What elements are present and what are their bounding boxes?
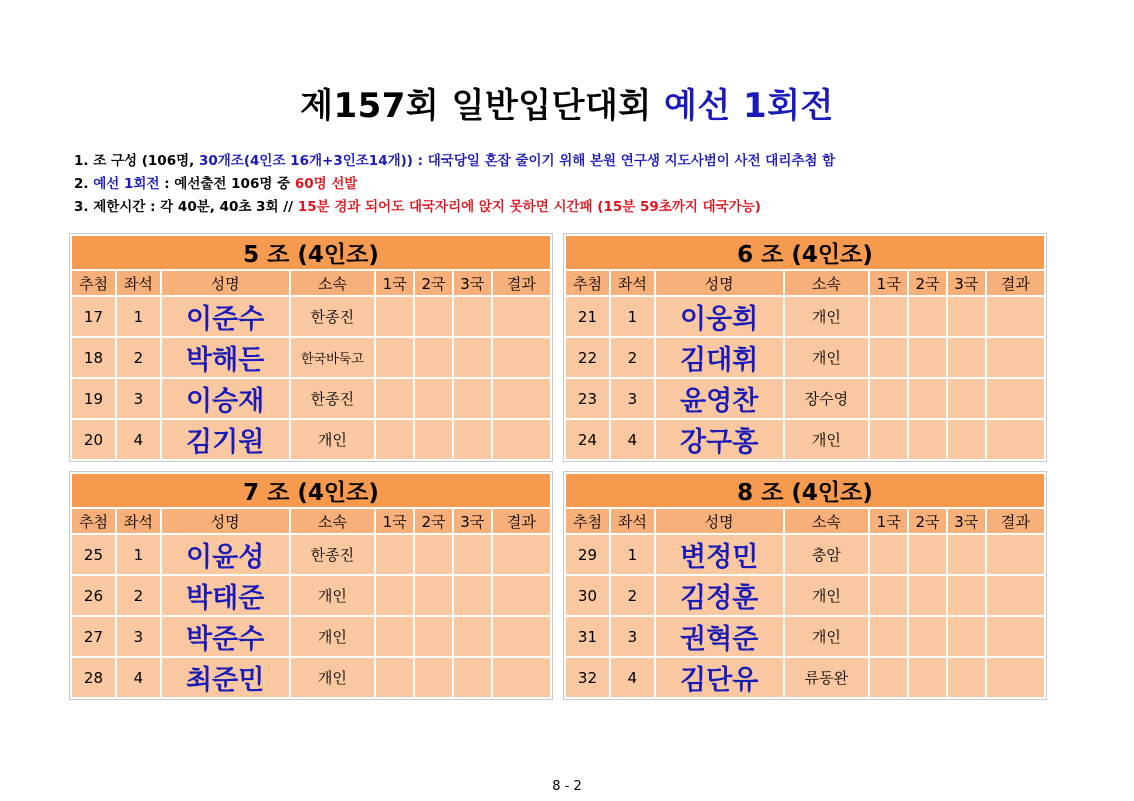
table-row bbox=[72, 420, 550, 459]
note-2-prefix: 2. bbox=[74, 176, 94, 192]
affiliation: 개인 bbox=[291, 617, 375, 656]
player-name: 권혁준 bbox=[656, 617, 783, 656]
game-3-cell bbox=[454, 338, 491, 377]
result-cell bbox=[987, 297, 1044, 336]
seat-number: 4 bbox=[117, 420, 160, 459]
header-col-draw: 추첨 bbox=[72, 271, 115, 295]
table-row bbox=[566, 576, 1044, 615]
game-1-cell bbox=[376, 576, 413, 615]
group-title: 6 조 (4인조) bbox=[566, 236, 1044, 269]
player-name: 이웅희 bbox=[656, 297, 783, 336]
group-table-8 bbox=[563, 471, 1047, 700]
header-col-game2: 2국 bbox=[415, 271, 452, 295]
player-name: 박준수 bbox=[162, 617, 289, 656]
header-col-draw: 추첨 bbox=[566, 509, 609, 533]
game-2-cell bbox=[909, 617, 946, 656]
table-row bbox=[72, 535, 550, 574]
game-1-cell bbox=[870, 338, 907, 377]
game-3-cell bbox=[454, 379, 491, 418]
notes bbox=[74, 150, 835, 219]
game-3-cell bbox=[454, 535, 491, 574]
title-highlight: 예선 1회전 bbox=[664, 86, 834, 126]
game-1-cell bbox=[376, 535, 413, 574]
game-3-cell bbox=[454, 297, 491, 336]
game-3-cell bbox=[948, 535, 985, 574]
header-col-seat: 좌석 bbox=[117, 509, 160, 533]
draw-number: 27 bbox=[72, 617, 115, 656]
header-col-game2: 2국 bbox=[909, 271, 946, 295]
game-3-cell bbox=[948, 379, 985, 418]
note-2-highlight: 예선 1회전 bbox=[93, 176, 160, 192]
player-name: 강구홍 bbox=[656, 420, 783, 459]
header-col-draw: 추첨 bbox=[566, 271, 609, 295]
result-cell bbox=[493, 658, 550, 697]
header-col-result: 결과 bbox=[987, 509, 1044, 533]
note-3-text: 3. 제한시간 : 각 40분, 40초 3회 // bbox=[74, 199, 298, 215]
draw-number: 32 bbox=[566, 658, 609, 697]
draw-number: 31 bbox=[566, 617, 609, 656]
player-name: 김단유 bbox=[656, 658, 783, 697]
seat-number: 2 bbox=[117, 576, 160, 615]
game-1-cell bbox=[870, 379, 907, 418]
header-col-name: 성명 bbox=[162, 271, 289, 295]
affiliation: 개인 bbox=[291, 420, 375, 459]
draw-number: 24 bbox=[566, 420, 609, 459]
affiliation: 장수영 bbox=[785, 379, 869, 418]
group-title: 5 조 (4인조) bbox=[72, 236, 550, 269]
game-1-cell bbox=[870, 297, 907, 336]
seat-number: 1 bbox=[117, 535, 160, 574]
affiliation: 한종진 bbox=[291, 297, 375, 336]
header-col-name: 성명 bbox=[656, 271, 783, 295]
affiliation: 한국바둑고 bbox=[291, 338, 375, 377]
result-cell bbox=[987, 617, 1044, 656]
table-row bbox=[72, 658, 550, 697]
seat-number: 3 bbox=[611, 617, 654, 656]
seat-number: 2 bbox=[611, 576, 654, 615]
seat-number: 3 bbox=[117, 379, 160, 418]
affiliation: 개인 bbox=[785, 338, 869, 377]
table-row bbox=[566, 297, 1044, 336]
draw-number: 19 bbox=[72, 379, 115, 418]
header-col-result: 결과 bbox=[987, 271, 1044, 295]
header-col-aff: 소속 bbox=[785, 509, 869, 533]
game-1-cell bbox=[376, 658, 413, 697]
group-title: 8 조 (4인조) bbox=[566, 474, 1044, 507]
note-1-text: 1. 조 구성 (106명, bbox=[74, 153, 199, 169]
note-3-emphasis: 15분 경과 되어도 대국자리에 앉지 못하면 시간패 (15분 59초까지 대국가능) bbox=[297, 199, 761, 215]
seat-number: 4 bbox=[611, 658, 654, 697]
player-name: 이준수 bbox=[162, 297, 289, 336]
game-2-cell bbox=[415, 420, 452, 459]
draw-number: 30 bbox=[566, 576, 609, 615]
affiliation: 개인 bbox=[291, 576, 375, 615]
table-row bbox=[72, 617, 550, 656]
seat-number: 1 bbox=[611, 297, 654, 336]
result-cell bbox=[493, 617, 550, 656]
affiliation: 충암 bbox=[785, 535, 869, 574]
header-col-game2: 2국 bbox=[415, 509, 452, 533]
game-1-cell bbox=[870, 617, 907, 656]
header-col-game3: 3국 bbox=[454, 271, 491, 295]
note-line-1 bbox=[74, 150, 835, 173]
player-name: 김기원 bbox=[162, 420, 289, 459]
game-2-cell bbox=[909, 379, 946, 418]
table-row bbox=[566, 379, 1044, 418]
game-2-cell bbox=[909, 658, 946, 697]
header-col-seat: 좌석 bbox=[117, 271, 160, 295]
result-cell bbox=[987, 338, 1044, 377]
table-row bbox=[72, 297, 550, 336]
game-3-cell bbox=[948, 297, 985, 336]
header-col-game3: 3국 bbox=[948, 509, 985, 533]
game-2-cell bbox=[909, 297, 946, 336]
result-cell bbox=[493, 576, 550, 615]
result-cell bbox=[493, 338, 550, 377]
game-3-cell bbox=[454, 617, 491, 656]
note-2-emphasis: 60명 선발 bbox=[294, 176, 358, 192]
table-row bbox=[72, 379, 550, 418]
game-3-cell bbox=[948, 338, 985, 377]
game-3-cell bbox=[948, 617, 985, 656]
game-1-cell bbox=[376, 420, 413, 459]
game-1-cell bbox=[376, 338, 413, 377]
header-col-game1: 1국 bbox=[870, 271, 907, 295]
header-col-draw: 추첨 bbox=[72, 509, 115, 533]
game-2-cell bbox=[415, 338, 452, 377]
game-2-cell bbox=[415, 658, 452, 697]
seat-number: 2 bbox=[117, 338, 160, 377]
seat-number: 4 bbox=[611, 420, 654, 459]
draw-number: 28 bbox=[72, 658, 115, 697]
game-2-cell bbox=[909, 535, 946, 574]
draw-number: 20 bbox=[72, 420, 115, 459]
game-2-cell bbox=[415, 576, 452, 615]
group-title: 7 조 (4인조) bbox=[72, 474, 550, 507]
group-table-5 bbox=[69, 233, 553, 462]
draw-number: 18 bbox=[72, 338, 115, 377]
header-col-seat: 좌석 bbox=[611, 509, 654, 533]
game-1-cell bbox=[376, 617, 413, 656]
game-3-cell bbox=[454, 658, 491, 697]
affiliation: 한종진 bbox=[291, 379, 375, 418]
affiliation: 개인 bbox=[785, 576, 869, 615]
title-main: 제157회 일반입단대회 bbox=[300, 86, 652, 126]
seat-number: 3 bbox=[611, 379, 654, 418]
group-grid bbox=[564, 234, 1046, 461]
table-row bbox=[72, 338, 550, 377]
draw-number: 23 bbox=[566, 379, 609, 418]
game-1-cell bbox=[376, 379, 413, 418]
header-col-aff: 소속 bbox=[291, 509, 375, 533]
table-row bbox=[566, 420, 1044, 459]
affiliation: 개인 bbox=[785, 617, 869, 656]
seat-number: 1 bbox=[611, 535, 654, 574]
header-col-result: 결과 bbox=[493, 271, 550, 295]
player-name: 이윤성 bbox=[162, 535, 289, 574]
affiliation: 개인 bbox=[785, 297, 869, 336]
table-row bbox=[566, 658, 1044, 697]
game-2-cell bbox=[415, 379, 452, 418]
affiliation: 류동완 bbox=[785, 658, 869, 697]
game-1-cell bbox=[870, 420, 907, 459]
player-name: 최준민 bbox=[162, 658, 289, 697]
affiliation: 한종진 bbox=[291, 535, 375, 574]
game-2-cell bbox=[909, 338, 946, 377]
draw-number: 17 bbox=[72, 297, 115, 336]
seat-number: 4 bbox=[117, 658, 160, 697]
result-cell bbox=[493, 379, 550, 418]
page-number: 8 - 2 bbox=[552, 779, 582, 794]
seat-number: 2 bbox=[611, 338, 654, 377]
affiliation: 개인 bbox=[785, 420, 869, 459]
result-cell bbox=[987, 658, 1044, 697]
result-cell bbox=[493, 420, 550, 459]
header-col-game1: 1국 bbox=[376, 509, 413, 533]
game-2-cell bbox=[909, 420, 946, 459]
result-cell bbox=[987, 576, 1044, 615]
game-2-cell bbox=[415, 617, 452, 656]
draw-number: 26 bbox=[72, 576, 115, 615]
table-row bbox=[72, 576, 550, 615]
game-3-cell bbox=[948, 576, 985, 615]
seat-number: 3 bbox=[117, 617, 160, 656]
group-grid bbox=[70, 472, 552, 699]
result-cell bbox=[987, 420, 1044, 459]
note-line-2 bbox=[74, 173, 835, 196]
header-col-aff: 소속 bbox=[291, 271, 375, 295]
group-grid bbox=[564, 472, 1046, 699]
game-2-cell bbox=[415, 297, 452, 336]
draw-number: 21 bbox=[566, 297, 609, 336]
player-name: 이승재 bbox=[162, 379, 289, 418]
player-name: 변정민 bbox=[656, 535, 783, 574]
game-3-cell bbox=[454, 420, 491, 459]
page-title bbox=[0, 78, 1134, 127]
draw-number: 22 bbox=[566, 338, 609, 377]
header-col-result: 결과 bbox=[493, 509, 550, 533]
player-name: 김정훈 bbox=[656, 576, 783, 615]
header-col-game3: 3국 bbox=[454, 509, 491, 533]
note-2-text: : 예선출전 106명 중 bbox=[159, 176, 295, 192]
game-1-cell bbox=[376, 297, 413, 336]
table-row bbox=[566, 617, 1044, 656]
seat-number: 1 bbox=[117, 297, 160, 336]
result-cell bbox=[987, 379, 1044, 418]
group-table-6 bbox=[563, 233, 1047, 462]
header-col-game2: 2국 bbox=[909, 509, 946, 533]
draw-number: 29 bbox=[566, 535, 609, 574]
header-col-game1: 1국 bbox=[870, 509, 907, 533]
header-col-name: 성명 bbox=[656, 509, 783, 533]
result-cell bbox=[987, 535, 1044, 574]
header-col-name: 성명 bbox=[162, 509, 289, 533]
game-3-cell bbox=[948, 658, 985, 697]
header-col-game3: 3국 bbox=[948, 271, 985, 295]
table-row bbox=[566, 338, 1044, 377]
player-name: 박태준 bbox=[162, 576, 289, 615]
header-col-aff: 소속 bbox=[785, 271, 869, 295]
result-cell bbox=[493, 297, 550, 336]
game-2-cell bbox=[415, 535, 452, 574]
game-1-cell bbox=[870, 658, 907, 697]
note-line-3 bbox=[74, 196, 835, 219]
group-grid bbox=[70, 234, 552, 461]
table-row bbox=[566, 535, 1044, 574]
game-2-cell bbox=[909, 576, 946, 615]
header-col-game1: 1국 bbox=[376, 271, 413, 295]
header-col-seat: 좌석 bbox=[611, 271, 654, 295]
game-1-cell bbox=[870, 576, 907, 615]
result-cell bbox=[493, 535, 550, 574]
game-1-cell bbox=[870, 535, 907, 574]
game-3-cell bbox=[454, 576, 491, 615]
player-name: 김대휘 bbox=[656, 338, 783, 377]
affiliation: 개인 bbox=[291, 658, 375, 697]
player-name: 박해든 bbox=[162, 338, 289, 377]
note-1-highlight: 30개조(4인조 16개+3인조14개)) : 대국당일 혼잡 줄이기 위해 본원 연구생 지도사범이 사전 대리추첨 함 bbox=[198, 153, 836, 169]
group-table-7 bbox=[69, 471, 553, 700]
game-3-cell bbox=[948, 420, 985, 459]
player-name: 윤영찬 bbox=[656, 379, 783, 418]
draw-number: 25 bbox=[72, 535, 115, 574]
